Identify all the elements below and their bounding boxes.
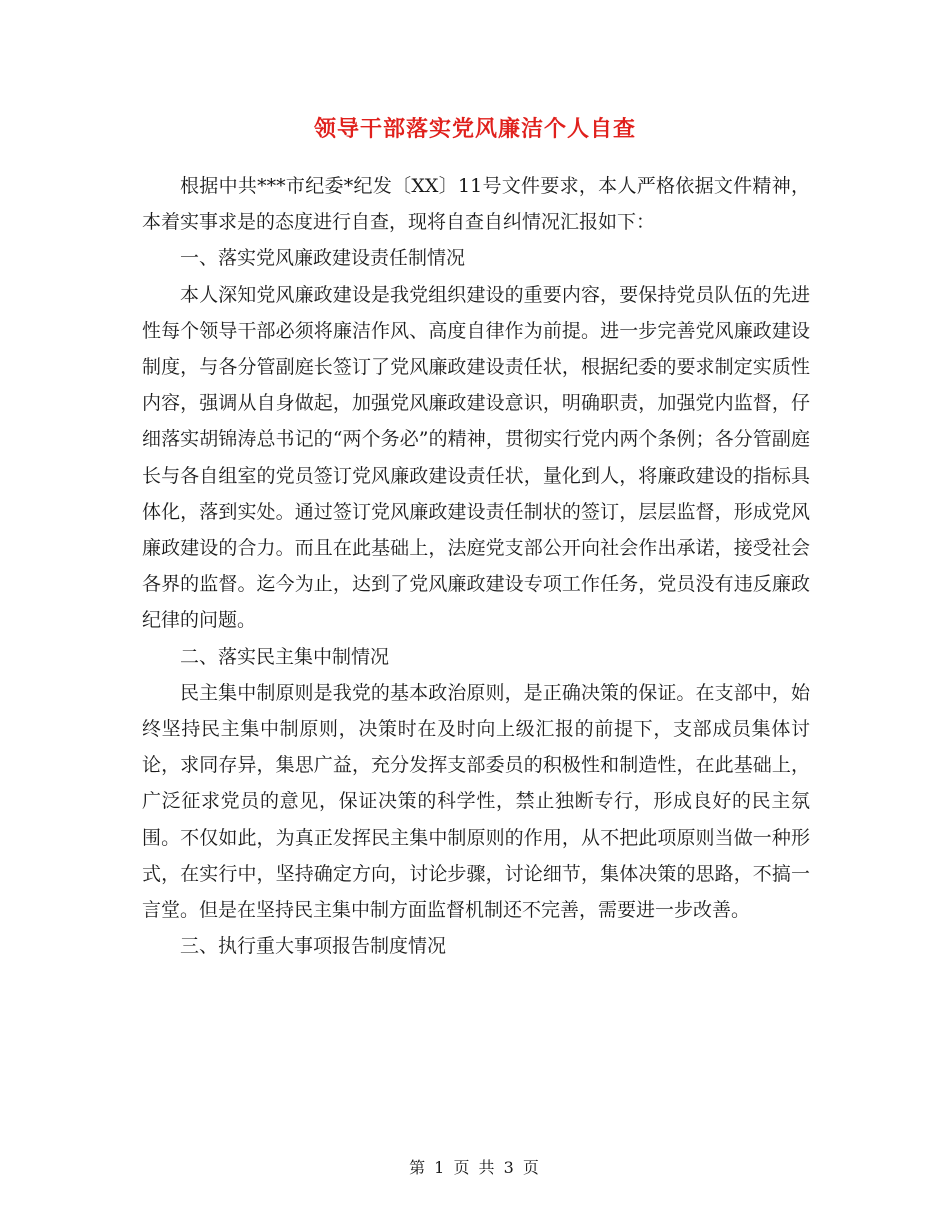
paragraph-section-2: 民主集中制原则是我党的基本政治原则，是正确决策的保证。在支部中，始终坚持民主集中制原则，决策时在及时向上级汇报的前提下，支部成员集体讨论，求同存异，集思广益，充分发挥支部委员的积极性和制造性，在此基础上，广泛征求党员的意见，保证决策的科学性，禁止独断专行，形成良好的民主氛围。不仅如此，为真正发挥民主集中制原则的作用，从不把此项原则当做一种形式，在实行中，坚持确定方向，讨论步骤，讨论细节，集体决策的思路，不搞一言堂。但是在坚持民主集中制方面监督机制还不完善，需要进一步改善。 [142, 681, 810, 922]
page-footer: 第 1 页 共 3 页 [409, 1158, 541, 1177]
section-heading-3: 三、执行重大事项报告制度情况 [180, 935, 447, 958]
section-heading-1: 一、落实党风廉政建设责任制情况 [180, 247, 466, 270]
paragraph-intro: 根据中共***市纪委*纪发〔XX〕11号文件要求，本人严格依据文件精神，本着实事求是的态度进行自查，现将自查自纠情况汇报如下： [142, 175, 810, 234]
document-title: 领导干部落实党风廉洁个人自查 [313, 116, 636, 142]
paragraph-section-1: 本人深知党风廉政建设是我党组织建设的重要内容，要保持党员队伍的先进性每个领导干部必须将廉洁作风、高度自律作为前提。进一步完善党风廉政建设制度，与各分管副庭长签订了党风廉政建设责任状，根据纪委的要求制定实质性内容，强调从自身做起，加强党风廉政建设意识，明确职责，加强党内监督，仔细落实胡锦涛总书记的“两个务必”的精神，贯彻实行党内两个条例；各分管副庭长与各自组室的党员签订党风廉政建设责任状，量化到人，将廉政建设的指标具体化，落到实处。通过签订党风廉政建设责任制状的签订，层层监督，形成党风廉政建设的合力。而且在此基础上，法庭党支部公开向社会作出承诺，接受社会各界的监督。迄今为止，达到了党风廉政建设专项工作任务，党员没有违反廉政纪律的问题。 [142, 283, 810, 632]
section-heading-2: 二、落实民主集中制情况 [180, 645, 390, 668]
document-body [142, 168, 810, 964]
